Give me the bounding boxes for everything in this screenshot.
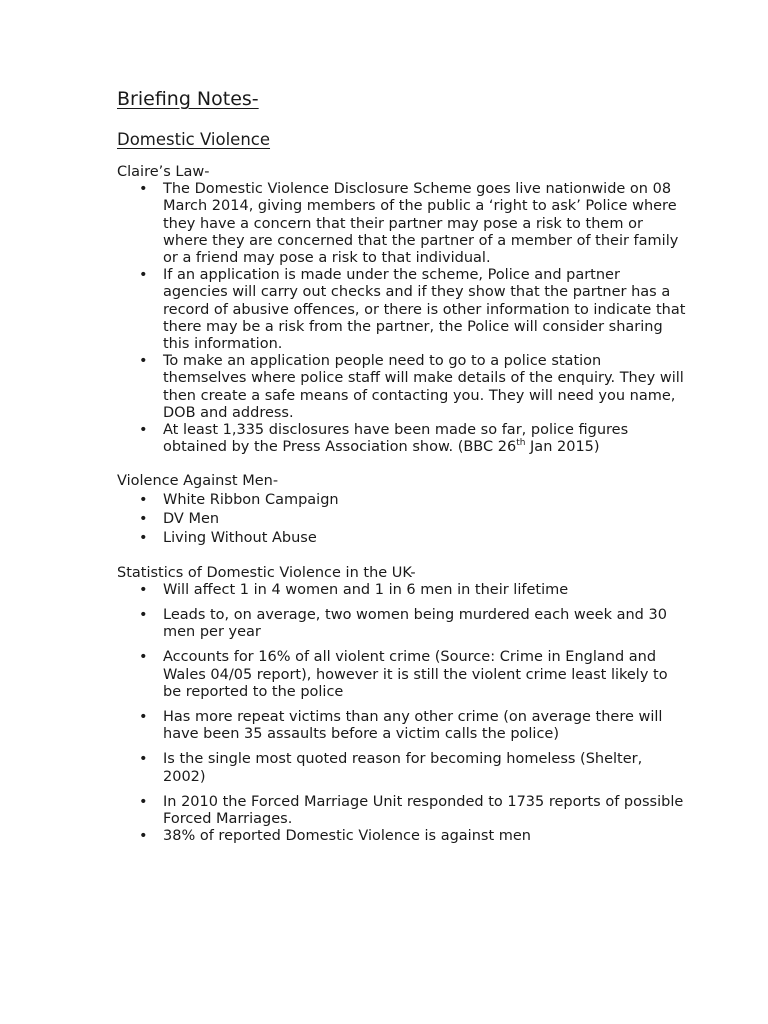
document-subtitle: Domestic Violence [117, 130, 271, 149]
list-item: • Will affect 1 in 4 women and 1 in 6 men in their lifetime [163, 582, 688, 599]
list-item: • Living Without Abuse [163, 529, 688, 548]
statistics-list [117, 582, 688, 846]
list-item: • 38% of reported Domestic Violence is against men [163, 828, 688, 845]
spacer [117, 456, 688, 473]
list-item: • Accounts for 16% of all violent crime (Source: Crime in England and Wales 04/05 report), however it is still the violent crime least likely to be reported to the police [163, 649, 688, 701]
list-item-text: At least 1,335 disclosures have been made so far, police figures obtained by the Press Association show. (BBC 26 [163, 422, 629, 456]
violence-against-men-list [117, 491, 688, 548]
list-item: • If an application is made under the scheme, Police and partner agencies will carry out checks and if they show that the partner has a record of abusive offences, or there is other information to indicate that there may be a risk from the partner, the Police will consider sharing this information. [163, 267, 688, 353]
list-item-text: Jan 2015) [525, 439, 600, 456]
statistics-heading: Statistics of Domestic Violence in the UK- [117, 564, 416, 581]
claires-law-list [117, 181, 688, 456]
list-item: • Is the single most quoted reason for becoming homeless (Shelter, 2002) [163, 751, 688, 785]
list-item: • The Domestic Violence Disclosure Scheme goes live nationwide on 08 March 2014, giving members of the public a ‘right to ask’ Police where they have a concern that their partner may pose a risk to them or where they are concerned that the partner of a member of their family or a friend may pose a risk to that individual. [163, 181, 688, 267]
claires-law-heading: Claire’s Law- [117, 164, 210, 180]
list-item: • To make an application people need to go to a police station themselves where police staff will make details of the enquiry. They will then create a safe means of contacting you. They will need you name, DOB and address. [163, 353, 688, 422]
violence-against-men-heading: Violence Against Men- [117, 473, 279, 490]
ordinal-suffix: th [516, 438, 526, 449]
list-item: • DV Men [163, 510, 688, 529]
list-item: • Has more repeat victims than any other crime (on average there will have been 35 assaults before a victim calls the police) [163, 709, 688, 743]
list-item: • In 2010 the Forced Marriage Unit responded to 1735 reports of possible Forced Marriages. [163, 794, 688, 828]
list-item: • Leads to, on average, two women being murdered each week and 30 men per year [163, 607, 688, 641]
document-title: Briefing Notes- [117, 88, 259, 110]
list-item: • White Ribbon Campaign [163, 491, 688, 510]
list-item [163, 422, 688, 456]
spacer [117, 548, 688, 565]
